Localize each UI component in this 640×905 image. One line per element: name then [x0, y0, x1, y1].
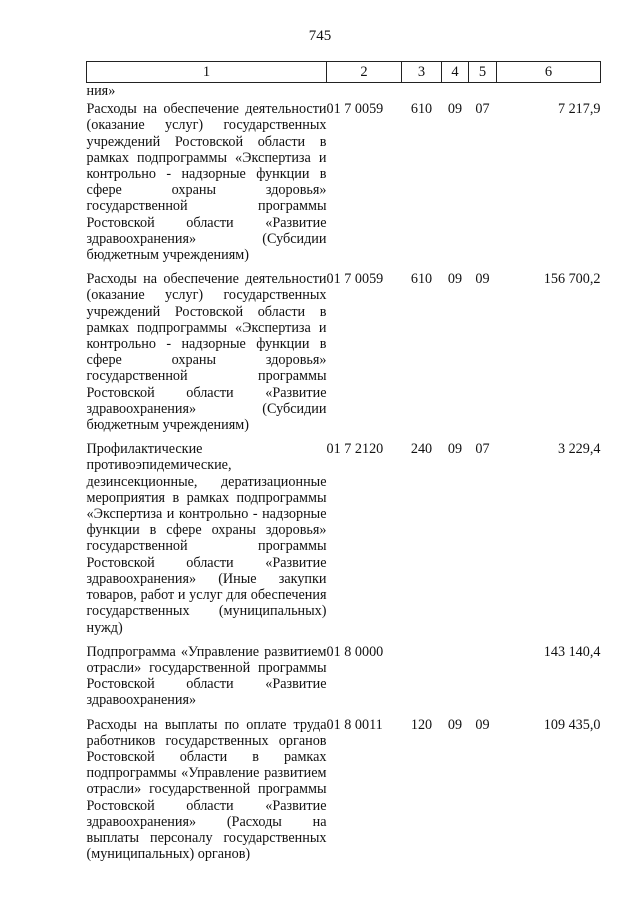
header-col-3: 3	[402, 62, 442, 83]
row-expense-type	[402, 644, 442, 717]
row-description: Подпрограмма «Управление развитием отрасли» государственной программы Ростовской области «Развитие здравоохранения»	[86, 643, 327, 709]
row-subsection: 09	[475, 716, 490, 733]
row-description: Расходы на обеспечение деятельности (оказание услуг) государственных учреждений Ростовской области в рамках подпрограммы «Экспертиза и контрольно - надзорные функции в сфере охраны здоровья» государственной программы Ростовской области «Развитие здравоохранения» (Субсидии бюджетным учреждениям)	[86, 101, 327, 264]
continuation-text: ния»	[86, 83, 116, 99]
row-section: 09	[447, 101, 463, 118]
header-row	[87, 62, 601, 83]
row-subsection	[469, 644, 497, 717]
table-row	[87, 101, 601, 271]
header-col-1: 1	[87, 62, 327, 83]
row-subsection: 07	[475, 101, 490, 118]
row-amount: 7 217,9	[557, 101, 601, 118]
row-subsection: 07	[475, 441, 490, 458]
header-col-2: 2	[327, 62, 402, 83]
row-section: 09	[447, 441, 463, 458]
row-amount: 143 140,4	[543, 643, 601, 660]
budget-table	[86, 61, 601, 870]
table-row	[87, 271, 601, 441]
row-subsection: 09	[475, 271, 490, 288]
row-target-code: 01 7 0059	[326, 271, 384, 288]
row-description: Профилактические противоэпидемические, дезинсекционные, дератизационные мероприятия в рамках подпрограммы «Экспертиза и контрольно - надзорные функции в сфере охраны здоровья» государственной программы Ростовской области «Развитие здравоохранения» (Иные закупки товаров, работ и услуг для обеспечения государственных (муниципальных) нужд)	[86, 441, 327, 636]
table-row	[87, 441, 601, 643]
row-section: 09	[447, 271, 463, 288]
header-col-4: 4	[442, 62, 469, 83]
row-section: 09	[447, 716, 463, 733]
row-description: Расходы на выплаты по оплате труда работников государственных органов Ростовской области в рамках подпрограммы «Управление развитием отрасли» государственной программы Ростовской области «Развитие здравоохранения» (Расходы на выплаты персоналу государственных (муниципальных) органов)	[86, 716, 327, 863]
row-amount: 109 435,0	[543, 716, 601, 733]
row-expense-type: 610	[410, 271, 433, 288]
row-description: Расходы на обеспечение деятельности (оказание услуг) государственных учреждений Ростовской области в рамках подпрограммы «Экспертиза и контрольно - надзорные функции в сфере охраны здоровья» государственной программы Ростовской области «Развитие здравоохранения» (Субсидии бюджетным учреждениям)	[86, 271, 327, 434]
row-target-code: 01 7 2120	[326, 441, 384, 458]
header-col-6: 6	[497, 62, 601, 83]
row-expense-type: 240	[410, 441, 433, 458]
row-amount: 3 229,4	[557, 441, 601, 458]
table-row	[87, 717, 601, 871]
row-expense-type: 610	[410, 101, 433, 118]
page-number: 745	[308, 28, 332, 44]
row-target-code: 01 8 0000	[326, 643, 384, 660]
row-target-code: 01 7 0059	[326, 101, 384, 118]
row-target-code: 01 8 0011	[326, 716, 383, 733]
table-row	[87, 644, 601, 717]
continuation-row	[87, 83, 601, 102]
row-expense-type: 120	[410, 716, 433, 733]
row-amount: 156 700,2	[543, 271, 601, 288]
row-section	[442, 644, 469, 717]
header-col-5: 5	[469, 62, 497, 83]
